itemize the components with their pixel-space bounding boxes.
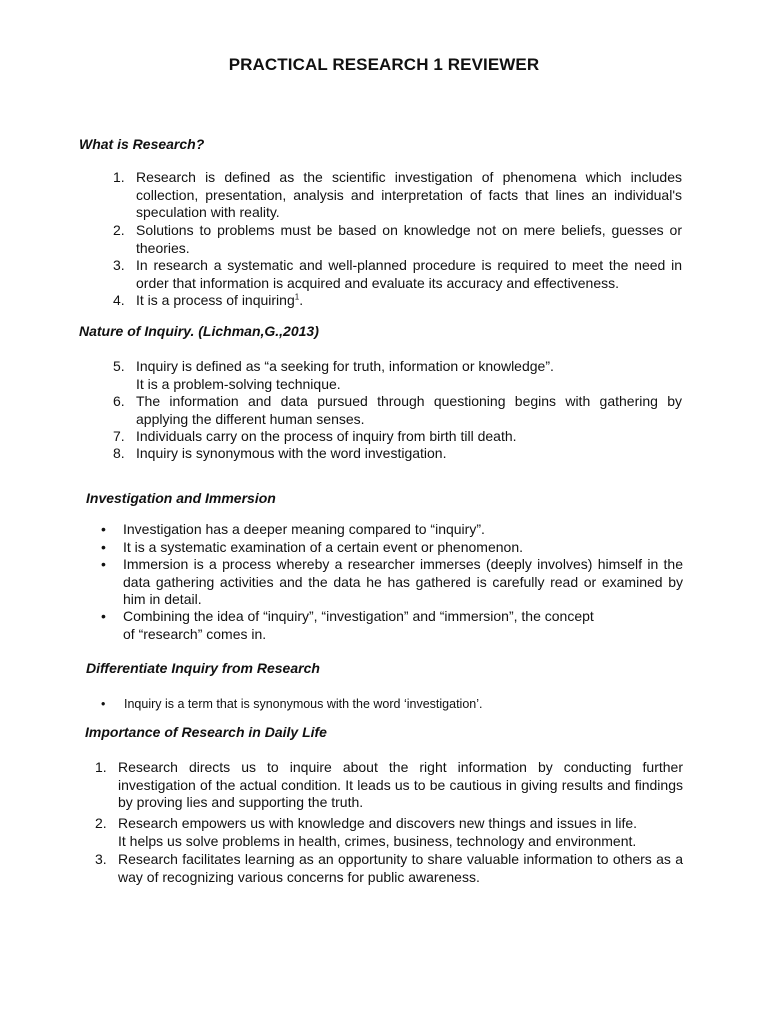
list-text-line2: It helps us solve problems in health, crimes, business, technology and environment. [118, 832, 637, 849]
bullet-item [101, 521, 683, 539]
list-item [113, 222, 682, 257]
heading-differentiate: Differentiate Inquiry from Research [86, 660, 320, 676]
heading-investigation-immersion: Investigation and Immersion [86, 490, 276, 506]
list-item [113, 393, 682, 428]
list-number: 5. [113, 358, 125, 374]
list-number: 1. [95, 759, 107, 775]
bullet-icon: • [101, 539, 106, 555]
list-number: 3. [113, 257, 125, 273]
bullet-item [101, 608, 683, 643]
list-text: Solutions to problems must be based on knowledge not on mere beliefs, guesses or theories. [136, 222, 682, 256]
list-item [113, 169, 682, 222]
list-text: Inquiry is synonymous with the word investigation. [136, 445, 447, 461]
list-number: 2. [95, 815, 107, 831]
bullet-text: Inquiry is a term that is synonymous with the word ‘investigation’. [124, 697, 483, 711]
list-text: Research directs us to inquire about the right information by conducting further investigation of the actual condition. It leads us to be cautious in giving results and findings by proving lies and supporting the truth. [118, 759, 683, 810]
bullet-text: Immersion is a process whereby a researcher immerses (deeply involves) himself in the data gathering activities and the data he has gathered is carefully read or examined by him in detail. [123, 556, 683, 607]
list-item [113, 445, 682, 463]
list-text-tail: . [299, 292, 304, 308]
list-text: Research is defined as the scientific investigation of phenomena which includes collection, presentation, analysis and interpretation of facts that lines an individual's speculation with reality. [136, 169, 682, 220]
list-text: Inquiry is defined as “a seeking for truth, information or knowledge”. [136, 358, 554, 374]
list-text: Individuals carry on the process of inquiry from birth till death. [136, 428, 517, 444]
list-item [95, 815, 683, 850]
bullet-icon: • [101, 556, 106, 572]
list-item [113, 292, 682, 310]
list-text: Research empowers us with knowledge and discovers new things and issues in life. [118, 815, 638, 831]
bullet-item [101, 556, 683, 609]
bullet-text-line2: of “research” comes in. [123, 625, 267, 642]
list-number: 1. [113, 169, 125, 185]
list-item [113, 358, 682, 393]
list-text: In research a systematic and well-planned procedure is required to meet the need in order that information is acquired and evaluate its accuracy and effectiveness. [136, 257, 682, 291]
list-number: 7. [113, 428, 125, 444]
heading-what-is-research: What is Research? [79, 136, 205, 152]
list-item [95, 851, 683, 886]
list-number: 3. [95, 851, 107, 867]
list-text: The information and data pursued through questioning begins with gathering by applying the different human senses. [136, 393, 682, 427]
list-text: It is a process of inquiring [136, 292, 295, 308]
list-item [113, 428, 682, 446]
bullet-item [101, 696, 684, 714]
footnote-marker: 1 [294, 292, 300, 302]
bullet-icon: • [101, 608, 106, 624]
list-text-line2: It is a problem-solving technique. [136, 375, 341, 392]
bullet-text: Combining the idea of “inquiry”, “investigation” and “immersion”, the concept [123, 608, 594, 624]
bullet-item [101, 539, 683, 557]
bullet-icon: • [101, 697, 106, 711]
list-item [95, 759, 683, 812]
list-number: 2. [113, 222, 125, 238]
bullet-text: It is a systematic examination of a certain event or phenomenon. [123, 539, 523, 555]
heading-importance: Importance of Research in Daily Life [85, 724, 327, 740]
list-number: 4. [113, 292, 125, 308]
list-text: Research facilitates learning as an opportunity to share valuable information to others as a way of recognizing various concerns for public awareness. [118, 851, 683, 885]
list-number: 8. [113, 445, 125, 461]
bullet-icon: • [101, 521, 106, 537]
list-item [113, 257, 682, 292]
list-number: 6. [113, 393, 125, 409]
heading-nature-of-inquiry: Nature of Inquiry. (Lichman,G.,2013) [79, 323, 319, 339]
page-title: PRACTICAL RESEARCH 1 REVIEWER [228, 55, 540, 74]
bullet-text: Investigation has a deeper meaning compared to “inquiry”. [123, 521, 485, 537]
